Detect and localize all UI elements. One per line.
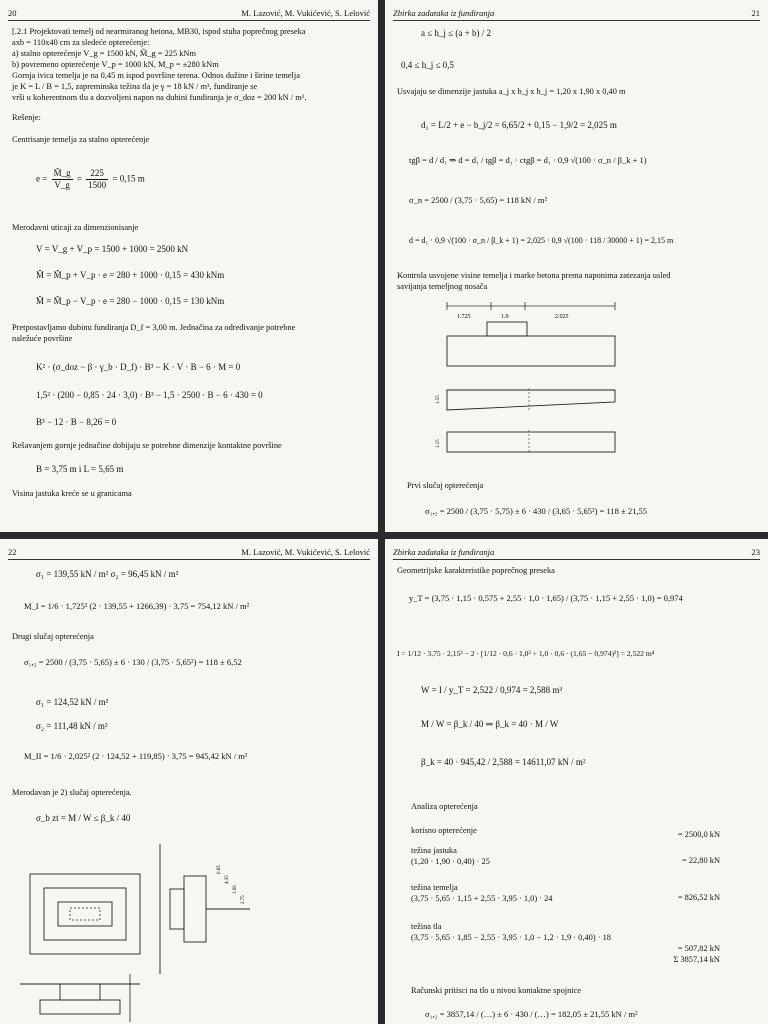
dim-label-v2: 1.15 xyxy=(436,439,441,448)
solving-text: Rešavanjem gornje jednačine dobijaju se potrebne dimenzije kontaktne površine xyxy=(12,441,282,450)
cushion-text: Visina jastuka kreće se u granicama xyxy=(12,489,132,498)
page-21 xyxy=(385,0,768,532)
section-label-c: 1.90 xyxy=(233,885,238,894)
header-title: Zbirka zadataka iz fundiranja xyxy=(393,8,495,18)
soil-weight-formula: (3,75 · 5,65 · 1,85 − 2,55 · 3,95 · 1,0 − 1,2 · 1,9 · 0,40) · 18 xyxy=(411,933,611,942)
assume-line-2: naležuće površine xyxy=(12,334,73,343)
eq-cushion-range: a ≤ h_j ≤ (a + b) / 2 xyxy=(421,28,491,38)
eq-m-plus: M̂ = M̂_p + V_p · e = 280 + 1000 · 0,15 = 430 kNm xyxy=(36,270,225,280)
eq-hj-range: 0,4 ≤ h_j ≤ 0,5 xyxy=(401,60,454,70)
second-case-heading: Drugi slučaj opterećenja xyxy=(12,632,94,641)
eq-sigma-12-second: σ₁,₂ = 2500 / (3,75 · 5,65) ± 6 · 130 / (3,75 · 5,65²) = 118 ± 6,52 xyxy=(24,657,242,667)
header-authors: M. Lazović, M. Vukićević, S. Lelović xyxy=(241,8,370,18)
page-number: 22 xyxy=(8,547,17,557)
governing-heading: Merodavni uticaji za dimenzionisanje xyxy=(12,223,139,232)
eq-v: V = V_g + V_p = 1500 + 1000 = 2500 kN xyxy=(36,244,189,254)
eq-beta-k: β_k = 40 · 945,42 / 2,588 = 14611,07 kN / m² xyxy=(421,757,586,767)
eq-m-ii: M_II = 1/6 · 2,025² (2 · 124,52 + 119,85) · 3,75 = 945,42 kN / m² xyxy=(24,751,248,761)
footing-plan-section xyxy=(20,844,360,1022)
eq-k: K² · (σ_doz − β · γ_b · D_f) · B³ − K · V · B − 6 · M = 0 xyxy=(36,362,241,372)
problem-line-6: je K = L / B = 1,5, zapreminska težina tla je γ = 18 kN / m³, fundiranje se xyxy=(12,82,258,91)
contact-pressure-heading: Računski pritisci na tlo u nivou kontaktne spojnice xyxy=(411,986,582,995)
soil-weight-label: težina tla xyxy=(411,922,442,931)
section-label-a: 0.65 xyxy=(217,865,222,874)
footing-weight-label: težina temelja xyxy=(411,883,458,892)
section-label-d: 2.75 xyxy=(241,895,246,904)
footing-sketch xyxy=(436,298,625,468)
eq-eccentricity: e = $\frac{M̂\_g}{V\_g}$ = $\frac{225}{1500}$ = 0,15 m xyxy=(36,168,145,190)
footing-weight-formula: (3,75 · 5,65 · 1,15 + 2,55 · 3,95 · 1,0) · 24 xyxy=(411,894,553,903)
eq-d: d = d₁ · 0,9 √(100 · σ_n / β_k + 1) = 2,025 · 0,9 √(100 · 118 / 30000 + 1) = 2,15 m xyxy=(409,236,674,245)
page-header xyxy=(8,6,370,21)
useful-load-label: korisno opterećenje xyxy=(411,826,477,835)
eq-sigma-n: σ_n = 2500 / (3,75 · 5,65) = 118 kN / m² xyxy=(409,195,547,205)
useful-load-value: = 2500,0 kN xyxy=(677,830,720,839)
section-label-b: 4.35 xyxy=(225,875,230,884)
page-header xyxy=(8,545,370,560)
governing-case: Merodavan je 2) slučaj opterećenja. xyxy=(12,788,132,797)
assume-line-1: Pretpostavljamo dubinu fundiranja D_f = 3,00 m. Jednačina za određivanje potrebne xyxy=(12,323,296,332)
dim-label-1: 1.725 xyxy=(457,314,471,320)
eq-m-w: M / W = β_k / 40 ⇒ β_k = 40 · M / W xyxy=(421,719,559,729)
problem-line-1: [.2.1 Projektovati temelj od nearmiranog betona, MB30, ispod stuba poprečnog preseka xyxy=(12,27,306,36)
control-line-2: savijanja temeljnog nosača xyxy=(397,282,488,291)
cushion-weight-formula: (1,20 · 1,90 · 0,40) · 25 xyxy=(411,857,490,866)
eq-sigma1-second: σ₁ = 124,52 kN / m² xyxy=(36,697,109,707)
cushion-weight-label: težina jastuka xyxy=(411,846,457,855)
eq-sigma2-second: σ₂ = 111,48 kN / m² xyxy=(36,721,108,731)
page-23 xyxy=(385,539,768,1024)
control-line-1: Kontrola usvojene visine temelja i marke betona prema naponima zatezanja usled xyxy=(397,271,671,280)
page-number: 21 xyxy=(751,8,760,18)
header-title: Zbirka zadataka iz fundiranja xyxy=(393,547,495,557)
centering-heading: Centrisanje temelja za stalno opterećenje xyxy=(12,135,150,144)
page-number: 23 xyxy=(751,547,760,557)
soil-weight-value: = 507,82 kN xyxy=(677,944,720,953)
load-analysis-heading: Analiza opterećenja xyxy=(411,802,478,811)
eq-inertia: I = 1/12 · 3,75 · 2,15³ − 2 · [1/12 · 0,6 · 1,0³ + 1,0 · 0,6 · (1,65 − 0,974)²] = 2,522 m⁴ xyxy=(397,649,655,658)
problem-line-3: a) stalno opterećenje V_g = 1500 kN, M̂_g = 225 kNm xyxy=(12,49,196,58)
eq-d1: d₁ = L/2 + e − b_j/2 = 6,65/2 + 0,15 − 1,9/2 = 2,025 m xyxy=(421,120,617,130)
dim-label-2: 1.9 xyxy=(501,314,509,320)
eq-m-minus: M̂ = M̂_p − V_p · e = 280 − 1000 · 0,15 = 130 kNm xyxy=(36,296,225,306)
eq-m-i: M_I = 1/6 · 1,725² (2 · 139,55 + 1266,39) · 3,75 = 754,12 kN / m² xyxy=(24,601,250,611)
page-header xyxy=(393,545,760,560)
problem-line-4: b) povremeno opterećenje V_p = 1000 kN, M_p = ±280 kNm xyxy=(12,60,219,69)
problem-line-2: axb = 110x40 cm za sledeće opterećenje: xyxy=(12,38,150,47)
eq-final-pressure: σ₁,₂ = 3857,14 / (…) ± 6 · 430 / (…) = 182,05 ± 21,55 kN / m² xyxy=(425,1009,638,1019)
footing-weight-value: = 826,52 kN xyxy=(677,893,720,902)
header-authors: M. Lazović, M. Vukićević, S. Lelović xyxy=(241,547,370,557)
load-sum: Σ 3857,14 kN xyxy=(673,955,720,964)
problem-line-7: vrši u koherentnom tlu a dozvoljeni napon na dubini fundiranja je σ_doz = 200 kN / m². xyxy=(12,93,307,102)
eq-y-t: y_T = (3,75 · 1,15 · 0,575 + 2,55 · 1,0 · 1,65) / (3,75 · 1,15 + 2,55 · 1,0) = 0,974 xyxy=(409,593,683,603)
cushion-weight-value: = 22,80 kN xyxy=(682,856,720,865)
dim-label-3: 2.025 xyxy=(555,314,569,320)
eq-cubic: B³ − 12 · B − 8,26 = 0 xyxy=(36,417,117,427)
page-number: 20 xyxy=(8,8,17,18)
page-20 xyxy=(0,0,378,532)
eq-sigma-12: σ₁,₂ = 2500 / (3,75 · 5,75) ± 6 · 430 / (3,65 · 5,65²) = 118 ± 21,55 xyxy=(425,506,647,516)
solution-heading: Rešenje: xyxy=(12,113,41,122)
eq-b-l: B = 3,75 m i L = 5,65 m xyxy=(36,464,124,474)
eq-w: W = I / y_T = 2,522 / 0,974 = 2,588 m³ xyxy=(421,685,563,695)
first-case-heading: Prvi slučaj opterećenja xyxy=(407,481,484,490)
dim-label-v1: 1.55 xyxy=(436,395,441,404)
page-header xyxy=(393,6,760,21)
eq-numeric: 1,5² · (200 − 0,85 · 24 · 3,0) · B³ − 1,5 · 2500 · B − 6 · 430 = 0 xyxy=(36,390,263,400)
problem-line-5: Gornja ivica temelja je na 0,45 m ispod površine terena. Odnos dužine i širine temelja xyxy=(12,71,300,80)
page-22 xyxy=(0,539,378,1024)
eq-sigma1-sigma2: σ₁ = 139,55 kN / m² σ₂ = 96,45 kN / m² xyxy=(36,569,179,579)
geometry-heading: Geometrijske karakteristike poprečnog preseka xyxy=(397,566,555,575)
eq-tg-beta: tgβ = d / d₁ ⇒ d = d₁ / tgβ = d₁ · ctgβ = d₁ · 0,9 √(100 · σ_n / β_k + 1) xyxy=(409,155,647,165)
adopted-dims: Usvajaju se dimenzije jastuka a_j x b_j x h_j = 1,20 x 1,90 x 0,40 m xyxy=(397,87,626,96)
eq-sigma-bzt: σ_b zt = M / W ≤ β_k / 40 xyxy=(36,813,131,823)
